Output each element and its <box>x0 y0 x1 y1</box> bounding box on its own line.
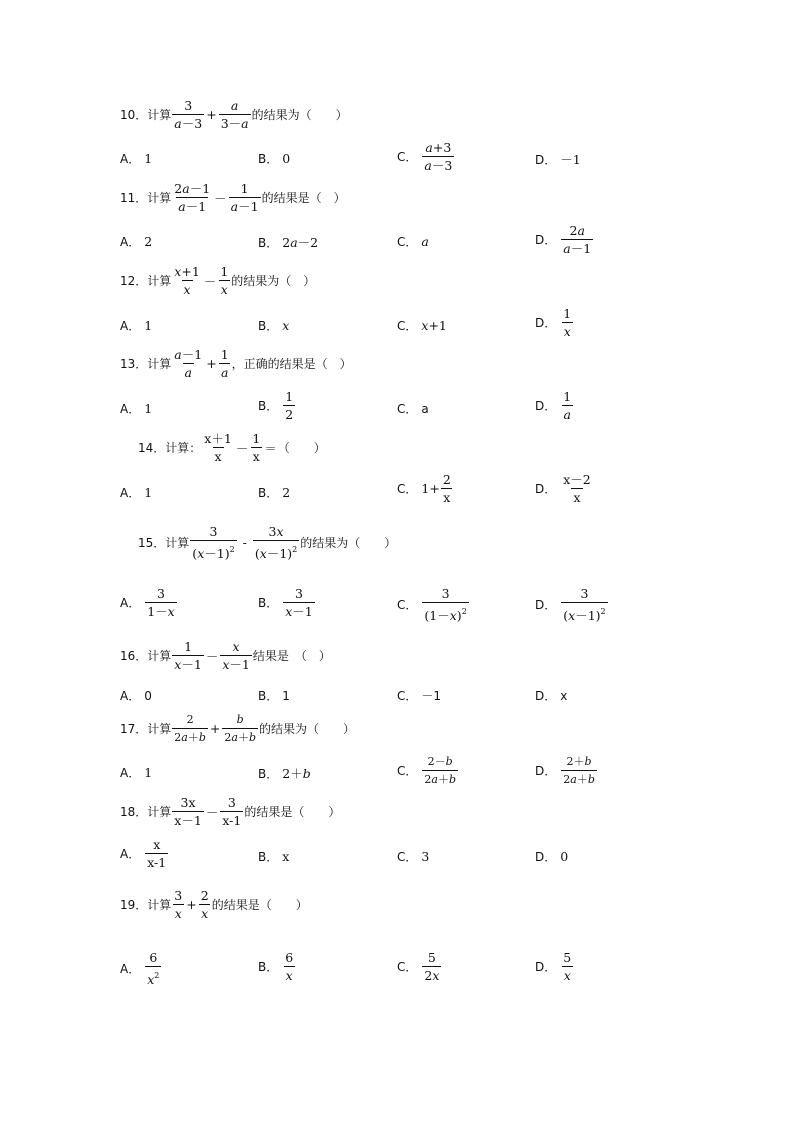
fraction: $\frac{x}{x-1}$ <box>222 639 250 672</box>
option-d[interactable]: D． x <box>535 688 568 703</box>
question-lead: 计算 <box>165 536 190 550</box>
question-number: 13． <box>120 357 148 371</box>
option-a[interactable]: A． 1 <box>120 485 153 500</box>
option-value: 3 <box>421 849 430 864</box>
question-13: 13． 计算 $\frac{a-1}{a}$ + $\frac{1}{a}$ ，正确的结果是（ ） <box>120 347 352 380</box>
option-value: 1 <box>282 688 290 703</box>
option-fraction: $\frac{1}{x}$ <box>563 306 572 339</box>
fraction: $\frac{2}{2a+b}$ <box>174 713 206 744</box>
option-b[interactable]: B． x <box>258 849 290 864</box>
option-a[interactable]: A． 1 <box>120 765 153 780</box>
option-d[interactable]: D． $\frac{1}{a}$ <box>535 389 572 422</box>
question-11: 11． 计算 $\frac{2a-1}{a-1}$ － $\frac{1}{a-1}$ 的结果是（ ） <box>120 181 346 214</box>
question-number: 10． <box>120 108 148 122</box>
option-value: x <box>282 849 290 864</box>
question-lead: 计算： <box>165 441 202 455</box>
question-number: 14． <box>138 441 166 455</box>
option-fraction: $\frac{6}{x}$ <box>285 950 294 983</box>
option-fraction: $\frac{3}{(x-1)^2}$ <box>563 586 606 623</box>
option-d[interactable]: D． $\frac{2+b}{2a+b}$ <box>535 755 595 786</box>
question-18: 18． 计算 $\frac{3x}{x-1}$ － $\frac{3}{x-1}$ 的结果是（ ） <box>120 795 341 828</box>
option-d[interactable]: D． －1 <box>535 152 581 167</box>
option-fraction: $\frac{3}{x-1}$ <box>285 586 313 619</box>
question-lead: 计算 <box>147 191 172 205</box>
option-c[interactable]: C． a <box>397 401 429 416</box>
option-b[interactable]: B． 2 <box>258 485 291 500</box>
option-fraction: $\frac{x}{x-1}$ <box>147 837 167 870</box>
question-lead: 计算 <box>147 898 172 912</box>
option-value: －1 <box>421 689 442 703</box>
question-lead: 计算 <box>147 108 172 122</box>
fraction: $\frac{1}{x-1}$ <box>174 639 202 672</box>
question-number: 11． <box>120 191 148 205</box>
question-14: 14． 计算： $\frac{x+1}{x}$ － $\frac{1}{x}$ ＝ （ ） <box>138 431 326 464</box>
fraction: $\frac{b}{2a+b}$ <box>224 713 256 744</box>
option-c[interactable]: C． $\frac{2-b}{2a+b}$ <box>397 755 456 786</box>
fraction: $\frac{3x}{(x-1)^2}$ <box>254 524 298 561</box>
option-fraction: $\frac{3}{1-x}$ <box>147 586 175 619</box>
question-15: 15． 计算 $\frac{3}{(x-1)^2}$ - $\frac{3x}{(x-1)^2}$ 的结果为（ ） <box>138 524 397 561</box>
fraction: $\frac{3x}{x-1}$ <box>174 795 202 828</box>
fraction: $\frac{3}{x-1}$ <box>222 795 242 828</box>
option-fraction: $\frac{2+b}{2a+b}$ <box>563 755 595 786</box>
fraction: $\frac{2a-1}{a-1}$ <box>174 181 211 214</box>
option-d[interactable]: D． $\frac{5}{x}$ <box>535 950 572 983</box>
fraction: $\frac{a}{3-a}$ <box>220 98 249 131</box>
option-value: 0 <box>282 151 291 166</box>
option-b[interactable]: B． $\frac{6}{x}$ <box>258 950 294 983</box>
option-c[interactable]: C． a <box>397 234 429 249</box>
question-lead: 计算 <box>147 357 172 371</box>
option-c[interactable]: C． 1+ $\frac{2}{x}$ <box>397 472 451 505</box>
fraction: $\frac{2}{x}$ <box>200 888 209 921</box>
question-number: 16． <box>120 649 148 663</box>
fraction: $\frac{x+1}{x}$ <box>204 431 232 464</box>
option-value: 0 <box>144 688 152 703</box>
question-tail: 的结果是（ ） <box>261 191 346 205</box>
question-tail: 的结果为（ ） <box>259 722 356 736</box>
option-value: －1 <box>560 152 581 167</box>
option-a[interactable]: A． 1 <box>120 151 153 166</box>
question-number: 18． <box>120 805 148 819</box>
option-b[interactable]: B． $\frac{1}{2}$ <box>258 389 294 422</box>
option-c[interactable]: C． $\frac{a+3}{a-3}$ <box>397 140 453 173</box>
option-c[interactable]: C． 3 <box>397 849 430 864</box>
option-a[interactable]: A． 2 <box>120 234 153 249</box>
fraction: $\frac{3}{a-3}$ <box>174 98 203 131</box>
question-tail: 的结果为（ ） <box>300 536 397 550</box>
option-fraction: $\frac{6}{x^2}$ <box>147 950 160 987</box>
question-tail: 的结果是（ ） <box>211 898 308 912</box>
option-fraction: $\frac{2}{x}$ <box>442 472 451 505</box>
option-b[interactable]: B． 0 <box>258 151 291 166</box>
option-fraction: $\frac{2-b}{2a+b}$ <box>424 755 456 786</box>
fraction: $\frac{1}{a-1}$ <box>230 181 259 214</box>
option-a[interactable]: A． 0 <box>120 688 152 703</box>
question-lead: 计算 <box>147 274 172 288</box>
fraction: $\frac{3}{x}$ <box>174 888 183 921</box>
option-a[interactable]: A． $\frac{x}{x-1}$ <box>120 837 167 870</box>
option-c[interactable]: C． $\frac{5}{2x}$ <box>397 950 440 983</box>
fraction: $\frac{1}{a}$ <box>220 347 229 380</box>
question-16: 16． 计算 $\frac{1}{x-1}$ － $\frac{x}{x-1}$ 结果是 （ ） <box>120 639 331 672</box>
option-c[interactable]: C． x+1 <box>397 318 447 333</box>
option-d[interactable]: D． $\frac{1}{x}$ <box>535 306 572 339</box>
question-number: 15． <box>138 536 166 550</box>
question-tail: 的结果为（ ） <box>251 108 348 122</box>
option-a[interactable]: A． $\frac{6}{x^2}$ <box>120 950 160 987</box>
fraction: $\frac{x+1}{x}$ <box>174 264 200 297</box>
fraction: $\frac{a-1}{a}$ <box>174 347 203 380</box>
option-a[interactable]: A． 1 <box>120 401 153 416</box>
fraction: $\frac{3}{(x-1)^2}$ <box>192 524 235 561</box>
question-tail: （ ） <box>277 441 326 455</box>
option-b[interactable]: B． 1 <box>258 688 290 703</box>
option-fraction: $\frac{1}{2}$ <box>285 389 294 422</box>
question-tail: 的结果是（ ） <box>244 805 341 819</box>
option-c[interactable]: C． －1 <box>397 689 442 703</box>
option-fraction: $\frac{a+3}{a-3}$ <box>424 140 453 173</box>
question-10: 10． 计算 $\frac{3}{a-3}$ + $\frac{a}{3-a}$ 的结果为（ ） <box>120 98 348 131</box>
option-a[interactable]: A． $\frac{3}{1-x}$ <box>120 586 175 619</box>
option-value: a <box>421 401 429 416</box>
option-fraction: $\frac{5}{2x}$ <box>424 950 440 983</box>
question-17: 17． 计算 $\frac{2}{2a+b}$ + $\frac{b}{2a+b}$ 的结果为（ ） <box>120 713 356 744</box>
option-fraction: $\frac{5}{x}$ <box>563 950 572 983</box>
option-fraction: $\frac{2a}{a-1}$ <box>563 223 592 256</box>
option-value: 1 <box>144 151 153 166</box>
option-fraction: $\frac{1}{a}$ <box>563 389 572 422</box>
option-b[interactable]: B． 2a－2 <box>258 235 319 250</box>
option-b[interactable]: B． $\frac{3}{x-1}$ <box>258 586 313 619</box>
option-fraction: $\frac{x-2}{x}$ <box>563 472 591 505</box>
question-lead: 计算 <box>147 649 172 663</box>
option-d[interactable]: D． $\frac{x-2}{x}$ <box>535 472 591 505</box>
question-number: 19． <box>120 898 148 912</box>
option-d[interactable]: D． $\frac{2a}{a-1}$ <box>535 223 592 256</box>
option-fraction: $\frac{3}{(1-x)^2}$ <box>424 586 467 623</box>
question-number: 12． <box>120 274 148 288</box>
option-c[interactable]: C． $\frac{3}{(1-x)^2}$ <box>397 586 467 623</box>
option-value: x <box>560 688 568 703</box>
fraction: $\frac{1}{x}$ <box>220 264 229 297</box>
option-d[interactable]: D． 0 <box>535 849 569 864</box>
question-number: 17． <box>120 722 148 736</box>
option-d[interactable]: D． $\frac{3}{(x-1)^2}$ <box>535 586 606 623</box>
question-tail: ，正确的结果是（ ） <box>231 357 352 371</box>
question-12: 12． 计算 $\frac{x+1}{x}$ － $\frac{1}{x}$ 的结果为（ ） <box>120 264 316 297</box>
question-19: 19． 计算 $\frac{3}{x}$ + $\frac{2}{x}$ 的结果是（ ） <box>120 888 308 921</box>
option-value: 0 <box>560 849 569 864</box>
fraction: $\frac{1}{x}$ <box>252 431 261 464</box>
question-lead: 计算 <box>147 722 172 736</box>
option-a[interactable]: A． 1 <box>120 318 153 333</box>
question-tail: 的结果为（ ） <box>231 274 316 288</box>
option-b[interactable]: B． x <box>258 318 290 333</box>
question-lead: 计算 <box>147 805 172 819</box>
question-tail: 结果是 （ ） <box>252 649 331 663</box>
option-b[interactable]: B． 2＋b <box>258 766 311 781</box>
